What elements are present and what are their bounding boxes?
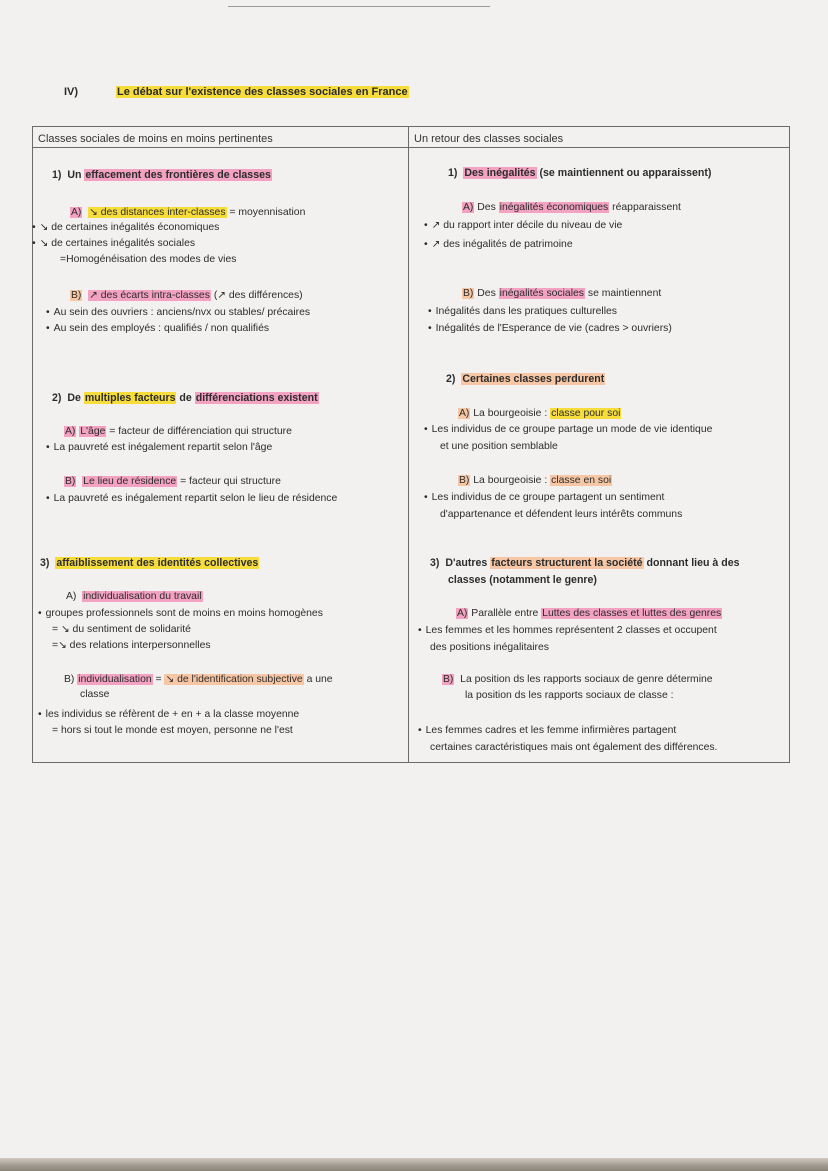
right-section-3-heading-cont: classes (notamment le genre) (448, 574, 597, 586)
list-item: • Les femmes cadres et les femme infirmières partagent (418, 724, 676, 737)
list-item: = hors si tout le monde est moyen, personne ne l'est (52, 725, 293, 736)
right-section-3-heading: 3) D'autres facteurs structurent la société donnant lieu à des (430, 557, 740, 569)
list-item: • ↘ de certaines inégalités économiques (32, 221, 219, 234)
right-section-2-heading: 2) Certaines classes perdurent (446, 373, 605, 385)
list-item: • Inégalités de l'Esperance de vie (cadres > ouvriers) (428, 322, 672, 335)
left-s3-subheading-b-cont: classe (80, 689, 110, 700)
right-section-1-heading: 1) Des inégalités (se maintiennent ou apparaissent) (448, 167, 712, 179)
left-s3-subheading-b: B) individualisation = ↘ de l'identification subjective a une (64, 674, 333, 685)
right-s3-subheading-a: A) Parallèle entre Luttes des classes et luttes des genres (457, 608, 722, 619)
list-item: • Inégalités dans les pratiques culturelles (428, 305, 617, 318)
list-item: • Au sein des employés : qualifiés / non qualifiés (46, 322, 269, 335)
list-item: • La pauvreté es inégalement repartit selon le lieu de résidence (46, 492, 337, 505)
list-item: • ↘ de certaines inégalités sociales (32, 237, 195, 250)
right-s3-subheading-b-cont: la position ds les rapports sociaux de classe : (465, 690, 674, 701)
list-item: • Les femmes et les hommes représentent 2 classes et occupent (418, 624, 717, 637)
list-item: =Homogénéisation des modes de vies (60, 254, 237, 265)
list-item: certaines caractéristiques mais ont également des différences. (430, 742, 718, 753)
list-item: • La pauvreté est inégalement repartit selon l'âge (46, 441, 272, 454)
left-s1-subheading-a: A) ↘ des distances inter-classes = moyennisation (71, 207, 306, 218)
list-item: • Les individus de ce groupe partage un mode de vie identique (424, 423, 712, 436)
left-s2-subheading-a: A) L'âge = facteur de différenciation qui structure (65, 426, 292, 437)
header-divider (32, 147, 790, 148)
list-item: d'appartenance et défendent leurs intérêts communs (440, 509, 683, 520)
list-item: • Au sein des ouvriers : anciens/nvx ou stables/ précaires (46, 306, 310, 319)
right-s1-subheading-a: A) Des inégalités économiques réapparaissent (463, 202, 681, 213)
right-s1-subheading-b: B) Des inégalités sociales se maintiennent (463, 288, 662, 299)
left-s1-subheading-b: B) ↗ des écarts intra-classes (↗ des différences) (71, 290, 303, 301)
left-section-3-heading: 3) affaiblissement des identités collectives (40, 557, 259, 569)
column-divider (408, 126, 409, 763)
list-item: = ↘ du sentiment de solidarité (52, 624, 191, 635)
right-s2-subheading-a: A) La bourgeoisie : classe pour soi (459, 408, 621, 419)
right-column-title: Un retour des classes sociales (414, 133, 564, 145)
left-s3-subheading-a: A) individualisation du travail (66, 591, 202, 602)
list-item: =↘ des relations interpersonnelles (52, 640, 211, 651)
list-item: • ↗ du rapport inter décile du niveau de vie (424, 219, 622, 232)
list-item: • groupes professionnels sont de moins en moins homogènes (38, 607, 323, 620)
bottom-edge (0, 1158, 828, 1171)
list-item: et une position semblable (440, 441, 558, 452)
top-rule (228, 6, 490, 7)
right-s2-subheading-b: B) La bourgeoisie : classe en soi (459, 475, 612, 486)
section-title: Le débat sur l'existence des classes sociales en France (117, 86, 408, 98)
page-title (64, 86, 409, 98)
list-item: • les individus se réfèrent de + en + a la classe moyenne (38, 708, 299, 721)
list-item: • ↗ des inégalités de patrimoine (424, 238, 573, 251)
left-section-2-heading: 2) De multiples facteurs de différenciations existent (52, 392, 318, 404)
left-s2-subheading-b: B) Le lieu de résidence = facteur qui structure (65, 476, 281, 487)
list-item: • Les individus de ce groupe partagent un sentiment (424, 491, 664, 504)
list-item: des positions inégalitaires (430, 642, 549, 653)
section-number: IV) (64, 86, 79, 98)
left-section-1-heading: 1) Un effacement des frontières de classes (52, 169, 271, 181)
left-column-title: Classes sociales de moins en moins pertinentes (38, 133, 273, 145)
right-s3-subheading-b: B) La position ds les rapports sociaux de genre détermine (443, 674, 713, 685)
